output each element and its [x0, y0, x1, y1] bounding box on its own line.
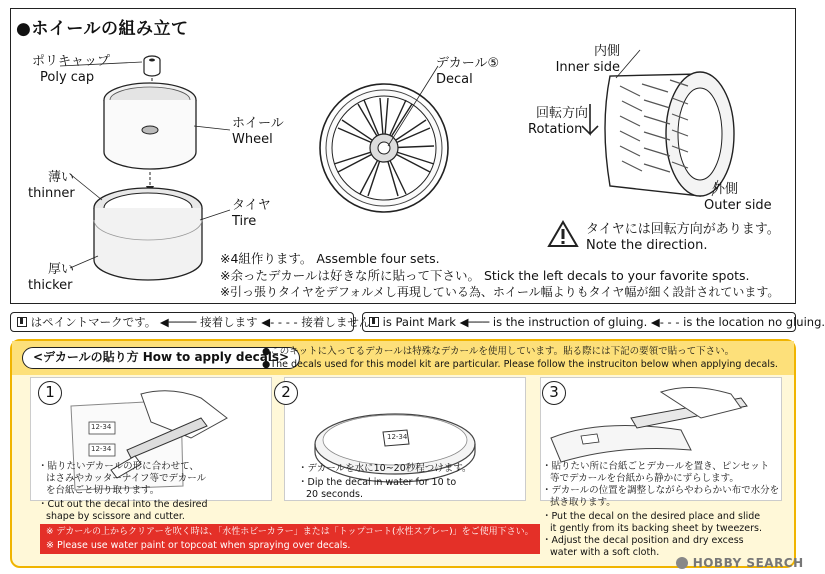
step1-en-1: ・Cut out the decal into the desired: [38, 499, 208, 510]
step3-jp-4: 拭き取ります。: [550, 497, 616, 508]
decal-chip-label: 12-34: [91, 445, 112, 453]
direction-note-jp: タイヤには回転方向があります。: [586, 222, 780, 237]
step2-en-2: 20 seconds.: [306, 489, 363, 500]
step2-jp-1: ・デカールを水に10~20秒程つけます。: [298, 463, 472, 474]
step3-number: 3: [542, 381, 566, 405]
hobby-search-logo-icon: [676, 557, 688, 569]
thinner-label-jp: 薄い: [48, 170, 75, 185]
decal-label-en: Decal: [436, 72, 473, 87]
spray-warning-jp: ※ デカールの上からクリアーを吹く時は、「水性ホビーカラー」または「トップコート(水性スプレー)」をご使用下さい。: [46, 527, 534, 537]
step1-jp-1: ・貼りたいデカールの形に合わせて、: [38, 461, 199, 472]
rotation-label-jp: 回転方向: [536, 106, 589, 121]
step1-en-2: shape by scissore and cutter.: [46, 511, 185, 522]
howto-section: [10, 339, 796, 568]
solid-arrow-icon: ◀───: [459, 315, 490, 329]
legend-en-noglue: is the location no gluing.: [683, 315, 825, 329]
hobby-search-watermark: [676, 556, 804, 570]
outer-label-jp: 外側: [712, 182, 739, 197]
legend-jp: [10, 312, 371, 332]
warning-icon: [548, 220, 578, 248]
howto-title: <デカールの貼り方 How to apply decals>: [22, 347, 300, 369]
polycap-label-jp: ポリキャップ: [32, 54, 111, 69]
step1-jp-3: を台紙ごと切り取ります。: [46, 485, 160, 496]
step1-number: 1: [38, 381, 62, 405]
decal-chip-label: 12-34: [387, 433, 408, 441]
wheel-label-jp: ホイール: [232, 116, 284, 131]
decal-label-jp: デカール⑤: [436, 56, 500, 71]
polycap-label-en: Poly cap: [40, 70, 95, 85]
step2-number: 2: [274, 381, 298, 405]
legend-jp-glue: 接着します: [200, 315, 258, 329]
spray-warning-box: [40, 524, 540, 554]
inner-label-jp: 内側: [593, 44, 620, 59]
tire-label-jp: タイヤ: [232, 198, 271, 213]
solid-arrow-icon: ◀────: [159, 315, 197, 329]
dashed-arrow-icon: ◀- - -: [650, 315, 680, 329]
step3-jp-2: 等でデカールを台紙から静かにずらします。: [550, 473, 739, 484]
legend-en-paint: is Paint Mark: [382, 315, 456, 329]
thicker-label-en: thicker: [28, 278, 73, 293]
step1-jp-2: はさみやカッターナイフ等でデカール: [46, 473, 207, 484]
legend-jp-paint: はペイントマークです。: [30, 315, 157, 329]
assembly-title: ●ホイールの組み立て: [16, 19, 189, 39]
wheel-label-en: Wheel: [232, 132, 273, 147]
howto-warning-en: ●The decals used for this model kit are particular. Please follow the instruciton below when applying decals.: [262, 359, 778, 370]
watermark-text: HOBBY SEARCH: [692, 556, 804, 570]
step2-en-1: ・Dip the decal in water for 10 to: [298, 477, 457, 488]
step3-en-2: it gently from its backing sheet by tweezers.: [550, 523, 763, 534]
howto-warning-jp: ●このキットに入ってるデカールは特殊なデカールを使用しています。貼る際には下記の要領で貼って下さい。: [262, 346, 735, 357]
step3-en-1: ・Put the decal on the desired place and slide: [542, 511, 761, 522]
step3-jp-3: ・デカールの位置を調整しながらやわらかい布で水分を: [542, 485, 780, 496]
inner-label-en: Inner side: [555, 60, 620, 75]
step3-en-4: water with a soft cloth.: [550, 547, 660, 558]
thinner-label-en: thinner: [28, 186, 75, 201]
direction-note-en: Note the direction.: [586, 238, 708, 253]
outer-label-en: Outer side: [704, 198, 772, 213]
legend-en: [362, 312, 825, 332]
tire-label-en: Tire: [232, 214, 257, 229]
exploded-assembly-diagram: [90, 50, 220, 290]
wheel-front-view: [318, 68, 450, 228]
spray-warning-en: ※ Please use water paint or topcoat when spraying over decals.: [46, 540, 351, 551]
legend-en-glue: is the instruction of gluing.: [492, 315, 648, 329]
paint-mark-icon: [369, 317, 379, 327]
step3-en-3: ・Adjust the decal position and dry excess: [542, 535, 744, 546]
thicker-label-jp: 厚い: [48, 262, 75, 277]
note-left-decals: ※余ったデカールは好きな所に貼って下さい。 Stick the left decals to your favorite spots.: [220, 268, 750, 283]
dashed-arrow-icon: ◀- - - -: [261, 315, 298, 329]
note-tire-width: ※引っ張りタイヤをデフォルメし再現している為、ホイール幅よりもタイヤ幅が細く設計されています。: [220, 285, 780, 299]
step3-jp-1: ・貼りたい所に台紙ごとデカールを置き、ピンセット: [542, 461, 770, 472]
legend-jp-noglue: 接着しません: [301, 315, 371, 329]
note-four-sets: ※4組作ります。 Assemble four sets.: [220, 251, 440, 266]
paint-mark-icon: [17, 317, 27, 327]
rotation-label-en: Rotation: [528, 122, 583, 137]
decal-chip-label: 12-34: [91, 423, 112, 431]
